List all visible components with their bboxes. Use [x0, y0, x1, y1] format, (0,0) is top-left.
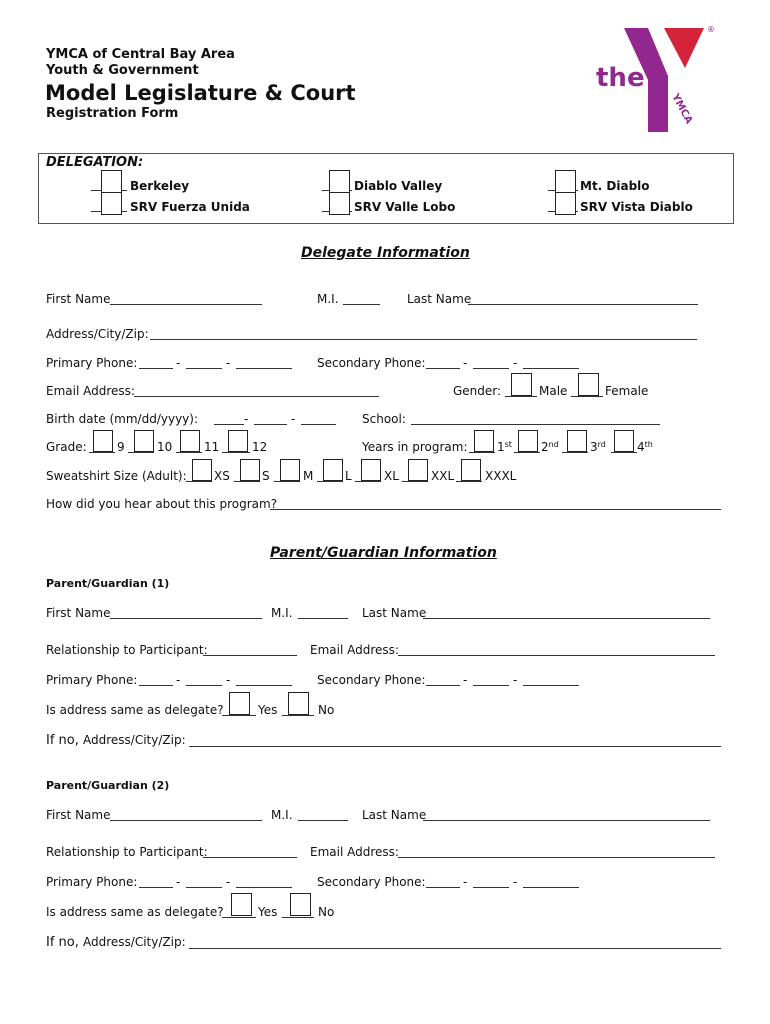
dash: - [226, 875, 231, 889]
sweatshirt-label: Sweatshirt Size (Adult): [46, 469, 187, 483]
dash: - [291, 412, 296, 426]
school-label: School: [362, 412, 406, 426]
guardian-1-last-name-label: Last Name [362, 606, 427, 620]
guardian-2-email-field[interactable] [398, 857, 715, 858]
page-subtitle: Registration Form [46, 106, 179, 121]
guardian-2-same-address-label: Is address same as delegate? [46, 905, 224, 919]
checkbox-year-3[interactable] [567, 430, 587, 452]
size-xl-label: XL [384, 469, 399, 483]
dash: - [513, 356, 518, 370]
guardian-1-primary-phone-label: Primary Phone: [46, 673, 138, 687]
grade-9-label: 9 [117, 440, 125, 454]
option-srv-vista-diablo: SRV Vista Diablo [580, 200, 693, 214]
checkbox-srv-vista-diablo[interactable] [555, 192, 576, 215]
checkbox-year-1[interactable] [474, 430, 494, 452]
gender-male-label: Male [539, 384, 568, 398]
checkbox-size-l[interactable] [323, 459, 343, 481]
delegation-label: DELEGATION: [46, 155, 144, 170]
gender-female-label: Female [605, 384, 649, 398]
guardian-1-primary-phone-prefix[interactable] [186, 685, 222, 686]
ymca-logo [590, 20, 720, 135]
hear-label: How did you hear about this program? [46, 497, 278, 511]
delegate-primary-phone-label: Primary Phone: [46, 356, 138, 370]
guardian-2-secondary-phone-prefix[interactable] [473, 887, 509, 888]
guardian-1-mi-label: M.I. [271, 606, 293, 620]
checkbox-grade-12[interactable] [228, 430, 248, 452]
guardian-1-last-name-field[interactable] [423, 618, 710, 619]
guardian-2-primary-phone-prefix[interactable] [186, 887, 222, 888]
checkbox-grade-9[interactable] [93, 430, 113, 452]
program-name: Youth & Government [46, 63, 199, 78]
checkbox-year-2[interactable] [518, 430, 538, 452]
guardian-2-relationship-field[interactable] [203, 857, 297, 858]
years-label: Years in program: [362, 440, 468, 454]
size-l-label: L [345, 469, 352, 483]
guardian-2-last-name-label: Last Name [362, 808, 427, 822]
checkbox-size-s[interactable] [240, 459, 260, 481]
guardian-1-secondary-phone-label: Secondary Phone: [317, 673, 426, 687]
birth-year-field[interactable] [301, 424, 336, 425]
dash: - [176, 673, 181, 687]
guardian-2-no-label: No [318, 905, 335, 919]
year-1-label: 1st [497, 440, 512, 454]
year-3-label: 3rd [590, 440, 606, 454]
guardian-2-mi-field[interactable] [298, 820, 348, 821]
delegate-secondary-phone-line[interactable] [523, 368, 579, 369]
dash: - [463, 356, 468, 370]
guardian-1-secondary-phone-area[interactable] [426, 685, 460, 686]
delegate-primary-phone-area[interactable] [139, 368, 173, 369]
guardian-1-address-field[interactable] [189, 746, 721, 747]
dash: - [513, 875, 518, 889]
delegate-email-field[interactable] [134, 396, 379, 397]
option-srv-fuerza-unida: SRV Fuerza Unida [130, 200, 250, 214]
guardian-1-relationship-field[interactable] [203, 655, 297, 656]
checkbox-guardian-1-no[interactable] [288, 692, 309, 715]
guardian-2-mi-label: M.I. [271, 808, 293, 822]
guardian-2-address-field[interactable] [189, 948, 721, 949]
delegate-mi-label: M.I. [317, 292, 339, 306]
guardian-1-yes-label: Yes [258, 703, 278, 717]
grade-11-label: 11 [204, 440, 220, 454]
delegate-mi-field[interactable] [343, 304, 380, 305]
dash: - [513, 673, 518, 687]
org-name: YMCA of Central Bay Area [46, 47, 235, 62]
guardian-1-mi-field[interactable] [298, 618, 348, 619]
guardian-2-if-no-label: If no, Address/City/Zip: [46, 935, 186, 950]
checkbox-srv-fuerza-unida[interactable] [101, 192, 122, 215]
school-field[interactable] [411, 424, 660, 425]
guardian-info-heading: Parent/Guardian Information [270, 545, 497, 561]
delegate-secondary-phone-area[interactable] [426, 368, 460, 369]
checkbox-mt-diablo[interactable] [555, 170, 576, 193]
guardian-2-email-label: Email Address: [310, 845, 399, 859]
guardian-2-secondary-phone-line[interactable] [523, 887, 579, 888]
delegate-last-name-field[interactable] [468, 304, 698, 305]
delegate-address-label: Address/City/Zip: [46, 327, 149, 341]
logo-registered-mark: ® [707, 25, 715, 34]
year-2-label: 2nd [541, 440, 559, 454]
size-m-label: M [303, 469, 314, 483]
delegate-first-name-field[interactable] [110, 304, 262, 305]
delegate-secondary-phone-prefix[interactable] [473, 368, 509, 369]
logo-the-text: the [596, 63, 645, 93]
checkbox-grade-11[interactable] [180, 430, 200, 452]
grade-label: Grade: [46, 440, 87, 454]
option-diablo-valley: Diablo Valley [354, 179, 443, 193]
option-berkeley: Berkeley [130, 179, 190, 193]
page-title: Model Legislature & Court [45, 81, 356, 105]
checkbox-srv-valle-lobo[interactable] [329, 192, 350, 215]
birth-day-field[interactable] [254, 424, 287, 425]
checkbox-size-xl[interactable] [361, 459, 381, 481]
guardian-1-if-no-label: If no, Address/City/Zip: [46, 733, 186, 748]
option-srv-valle-lobo: SRV Valle Lobo [354, 200, 456, 214]
checkbox-year-4[interactable] [614, 430, 634, 452]
guardian-1-heading: Parent/Guardian (1) [46, 577, 170, 590]
checkbox-grade-10[interactable] [134, 430, 154, 452]
guardian-1-first-name-label: First Name [46, 606, 111, 620]
dash: - [226, 356, 231, 370]
delegate-info-heading: Delegate Information [301, 245, 470, 261]
delegate-secondary-phone-label: Secondary Phone: [317, 356, 426, 370]
dash: - [244, 412, 249, 426]
checkbox-diablo-valley[interactable] [329, 170, 350, 193]
gender-label: Gender: [453, 384, 502, 398]
guardian-2-primary-phone-line[interactable] [236, 887, 292, 888]
checkbox-guardian-2-no[interactable] [290, 893, 311, 916]
guardian-2-secondary-phone-label: Secondary Phone: [317, 875, 426, 889]
size-xxxl-label: XXXL [485, 469, 517, 483]
guardian-2-heading: Parent/Guardian (2) [46, 779, 170, 792]
guardian-2-first-name-label: First Name [46, 808, 111, 822]
guardian-1-no-label: No [318, 703, 335, 717]
guardian-1-email-field[interactable] [398, 655, 715, 656]
checkbox-guardian-2-yes[interactable] [231, 893, 252, 916]
size-s-label: S [262, 469, 270, 483]
dash: - [226, 673, 231, 687]
checkbox-male[interactable] [511, 373, 532, 396]
guardian-1-same-address-label: Is address same as delegate? [46, 703, 224, 717]
guardian-2-relationship-label: Relationship to Participant: [46, 845, 208, 859]
birth-date-label: Birth date (mm/dd/yyyy): [46, 412, 199, 426]
guardian-1-secondary-phone-prefix[interactable] [473, 685, 509, 686]
guardian-1-secondary-phone-line[interactable] [523, 685, 579, 686]
guardian-1-primary-phone-line[interactable] [236, 685, 292, 686]
grade-10-label: 10 [157, 440, 173, 454]
grade-12-label: 12 [252, 440, 268, 454]
guardian-1-email-label: Email Address: [310, 643, 399, 657]
guardian-1-primary-phone-area[interactable] [139, 685, 173, 686]
size-xxl-label: XXL [431, 469, 455, 483]
size-xs-label: XS [214, 469, 230, 483]
checkbox-size-xxl[interactable] [408, 459, 428, 481]
dash: - [463, 673, 468, 687]
checkbox-guardian-1-yes[interactable] [229, 692, 250, 715]
delegate-address-field[interactable] [150, 339, 697, 340]
checkbox-berkeley[interactable] [101, 170, 122, 193]
guardian-2-yes-label: Yes [258, 905, 278, 919]
year-4-label: 4th [637, 440, 653, 454]
dash: - [176, 356, 181, 370]
guardian-2-last-name-field[interactable] [423, 820, 710, 821]
hear-field[interactable] [270, 509, 721, 510]
option-mt-diablo: Mt. Diablo [580, 179, 650, 193]
guardian-2-primary-phone-label: Primary Phone: [46, 875, 138, 889]
delegate-email-label: Email Address: [46, 384, 135, 398]
delegate-first-name-label: First Name [46, 292, 111, 306]
checkbox-female[interactable] [578, 373, 599, 396]
delegate-primary-phone-prefix[interactable] [186, 368, 222, 369]
birth-month-field[interactable] [214, 424, 244, 425]
guardian-1-first-name-field[interactable] [110, 618, 262, 619]
delegate-primary-phone-line[interactable] [236, 368, 292, 369]
dash: - [176, 875, 181, 889]
checkbox-size-xs[interactable] [192, 459, 212, 481]
guardian-1-relationship-label: Relationship to Participant: [46, 643, 208, 657]
checkbox-size-m[interactable] [280, 459, 300, 481]
dash: - [463, 875, 468, 889]
logo-ymca-text: YMCA [669, 92, 695, 126]
delegate-last-name-label: Last Name [407, 292, 472, 306]
checkbox-size-xxxl[interactable] [461, 459, 481, 481]
guardian-2-secondary-phone-area[interactable] [426, 887, 460, 888]
guardian-2-first-name-field[interactable] [110, 820, 262, 821]
guardian-2-primary-phone-area[interactable] [139, 887, 173, 888]
